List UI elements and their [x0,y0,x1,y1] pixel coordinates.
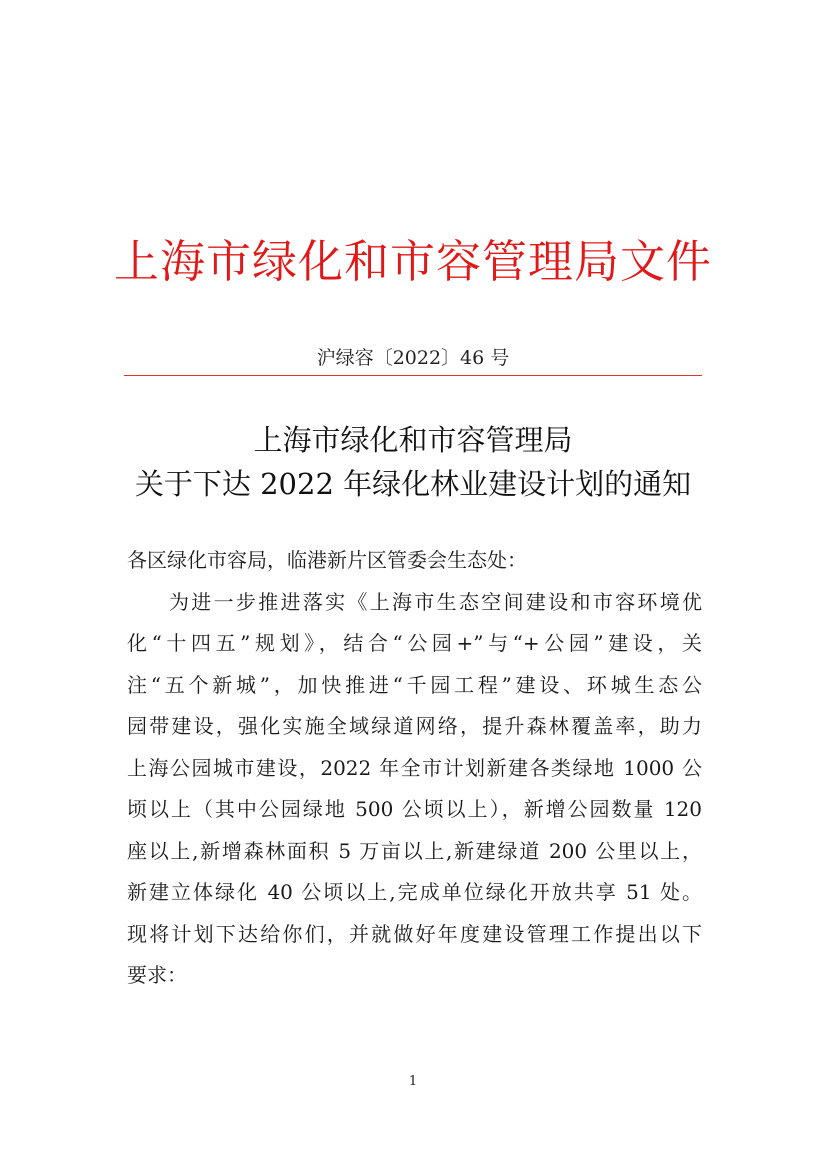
paragraph-line: 顷以上（其中公园绿地 500 公顷以上），新增公园数量 120 [127,797,702,821]
page-number: 1 [408,1074,418,1089]
notice-title [0,418,826,506]
paragraph-line: 园带建设，强化实施全域绿道网络，提升森林覆盖率，助力 [127,714,702,738]
paragraph-line: 上海公园城市建设，2022 年全市计划新建各类绿地 1000 公 [127,755,702,780]
issuing-authority-header: 上海市绿化和市容管理局文件 [113,235,712,288]
paragraph-line: 为进一步推进落实《上海市生态空间建设和市容环境优 [169,589,702,614]
red-separator-line [124,375,702,376]
paragraph-line: 座以上,新增森林面积 5 万亩以上,新建绿道 200 公里以上， [127,838,702,863]
salutation: 各区绿化市容局，临港新片区管委会生态处： [127,548,527,572]
notice-title-line-2: 关于下达 2022 年绿化林业建设计划的通知 [134,467,692,501]
paragraph-line: 现将计划下达给你们，并就做好年度建设管理工作提出以下 [127,921,702,946]
paragraph-line: 化“十四五”规划》，结合“公园+”与“+公园”建设，关 [127,631,702,655]
notice-title-line-1: 上海市绿化和市容管理局 [253,423,573,457]
paragraph-line: 要求： [127,963,187,987]
document-number: 沪绿容〔2022〕46 号 [316,347,510,369]
paragraph-line: 新建立体绿化 40 公顷以上,完成单位绿化开放共享 51 处。 [127,880,702,904]
notice-body [127,540,702,997]
paragraph-line: 注“五个新城”，加快推进“千园工程”建设、环城生态公 [127,672,702,697]
